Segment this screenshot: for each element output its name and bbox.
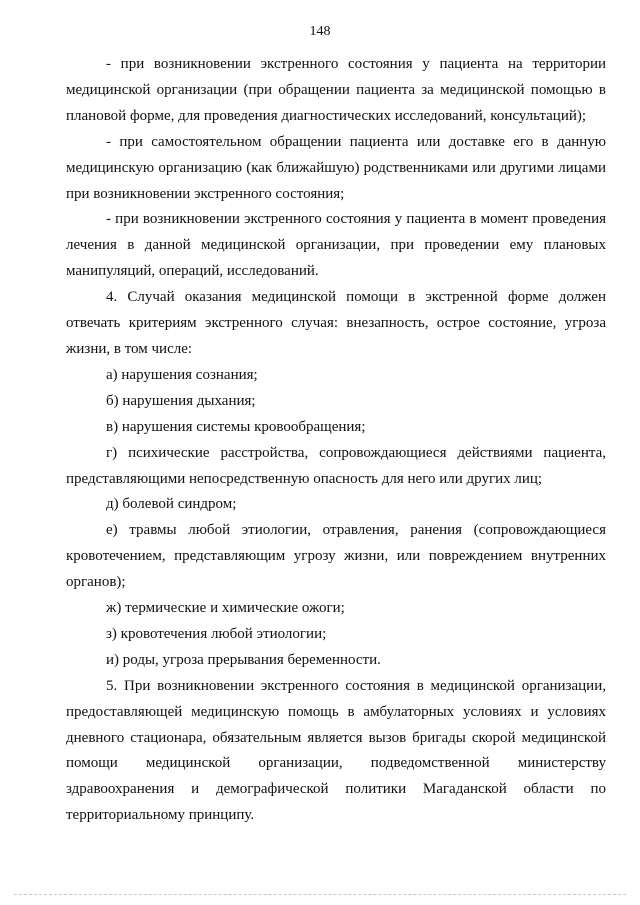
paragraph-ambulance-call: 5. При возникновении экстренного состояния в медицинской организации, предоставляющей медицинскую помощь в амбулаторных условиях и условиях дневного стационара, обязательным является вызов бригады скорой медицинской помощи медицинской организации, подведомственной министерству здравоохранения и демографической политики Магаданской области по территориальному принципу. bbox=[66, 677, 606, 824]
document-body bbox=[66, 52, 606, 829]
criteria-item-z: з) кровотечения любой этиологии; bbox=[106, 625, 327, 642]
paragraph-criteria: 4. Случай оказания медицинской помощи в экстренной форме должен отвечать критериям экстренного случая: внезапность, острое состояние, угроза жизни, в том числе: bbox=[66, 289, 606, 357]
criteria-item-b: б) нарушения дыхания; bbox=[106, 392, 256, 409]
criteria-item-g: г) психические расстройства, сопровождающиеся действиями пациента, представляющими непосредственную опасность для него или других лиц; bbox=[66, 444, 606, 487]
criteria-item-v: в) нарушения системы кровообращения; bbox=[106, 418, 366, 435]
criteria-item-a: а) нарушения сознания; bbox=[106, 366, 258, 383]
page-number: 148 bbox=[309, 24, 331, 39]
criteria-item-i: и) роды, угроза прерывания беременности. bbox=[106, 651, 381, 668]
criteria-item-e: е) травмы любой этиологии, отравления, ранения (сопровождающиеся кровотечением, представляющим угрозу жизни, или повреждением внутренних органов); bbox=[66, 522, 606, 591]
criteria-item-zh: ж) термические и химические ожоги; bbox=[106, 600, 345, 617]
paragraph-self-referral: - при самостоятельном обращении пациента или доставке его в данную медицинскую организацию (как ближайшую) родственниками или другими лицами при возникновении экстренного состояния; bbox=[66, 133, 606, 202]
scan-edge-divider bbox=[14, 894, 626, 895]
paragraph-during-treatment: - при возникновении экстренного состояния у пациента в момент проведения лечения в данной медицинской организации, при проведении ему плановых манипуляций, операций, исследований. bbox=[66, 211, 606, 280]
paragraph-emergency-on-territory: - при возникновении экстренного состояния у пациента на территории медицинской организации (при обращении пациента за медицинской помощью в плановой форме, для проведения диагностических исследований, консультаций); bbox=[66, 56, 606, 124]
criteria-item-d: д) болевой синдром; bbox=[106, 496, 237, 513]
